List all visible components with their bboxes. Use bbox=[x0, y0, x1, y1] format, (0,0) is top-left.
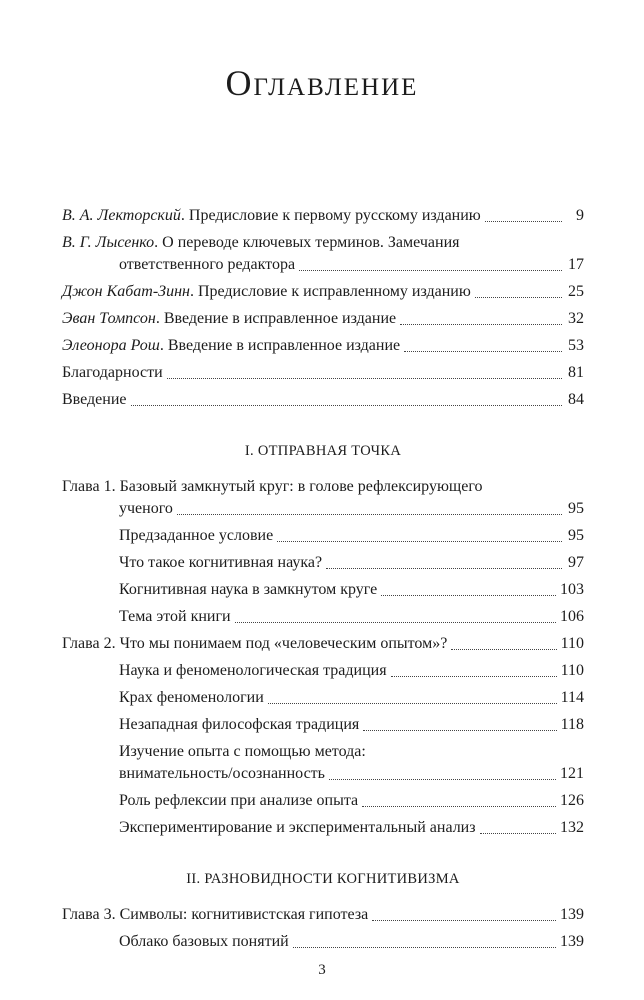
dot-leader bbox=[475, 297, 562, 298]
dot-leader bbox=[362, 806, 556, 807]
toc-entry bbox=[62, 335, 584, 357]
dot-leader bbox=[451, 649, 556, 650]
subsection-entry bbox=[62, 660, 584, 682]
toc-entry bbox=[62, 232, 584, 276]
dot-leader bbox=[293, 947, 556, 948]
subsection-title: Роль рефлексии при анализе опыта bbox=[119, 792, 359, 809]
page-number: 25 bbox=[568, 283, 584, 300]
subsection-entry bbox=[62, 525, 584, 547]
dot-leader bbox=[167, 378, 562, 379]
chapter-title: Глава 3. Символы: когнитивистская гипотеза bbox=[62, 906, 369, 923]
page-number: 103 bbox=[560, 581, 584, 598]
dot-leader bbox=[372, 920, 556, 921]
page-number: 118 bbox=[560, 716, 584, 733]
subsection-title-continued: внимательность/осознанность bbox=[119, 765, 325, 782]
dot-leader bbox=[235, 622, 556, 623]
entry-title: . Введение в исправленное издание bbox=[155, 310, 397, 327]
page-number: 106 bbox=[560, 608, 584, 625]
subsection-title: Изучение опыта с помощью метода: bbox=[119, 743, 366, 760]
entry-author: Элеонора Рош bbox=[62, 337, 160, 354]
dot-leader bbox=[381, 595, 556, 596]
subsection-entry bbox=[62, 687, 584, 709]
entry-title: . Предисловие к первому русскому изданию bbox=[180, 207, 481, 224]
toc-entry bbox=[62, 281, 584, 303]
page-number: 139 bbox=[560, 933, 584, 950]
page-number: 139 bbox=[560, 906, 584, 923]
entry-title: . Введение в исправленное издание bbox=[159, 337, 401, 354]
entry-title: . Предисловие к исправленному изданию bbox=[189, 283, 471, 300]
chapter-title: Глава 1. Базовый замкнутый круг: в голове рефлексирующего bbox=[62, 478, 483, 495]
chapter-entry bbox=[62, 633, 584, 655]
subsection-title: Что такое когнитивная наука? bbox=[119, 554, 323, 571]
toc-entry bbox=[62, 205, 584, 227]
page-number: 95 bbox=[568, 500, 584, 517]
page-number: 81 bbox=[568, 364, 584, 381]
subsection-entry bbox=[62, 552, 584, 574]
subsection-entry bbox=[62, 931, 584, 953]
subsection-entry bbox=[62, 741, 584, 785]
dot-leader bbox=[326, 568, 562, 569]
dot-leader bbox=[329, 779, 556, 780]
part-heading: I. ОТПРАВНАЯ ТОЧКА bbox=[244, 443, 402, 459]
chapter-title-continued: ученого bbox=[119, 500, 173, 517]
toc-entry bbox=[62, 362, 584, 384]
page-title: Оглавление bbox=[225, 63, 419, 103]
dot-leader bbox=[400, 324, 562, 325]
page-number: 121 bbox=[560, 765, 584, 782]
page-number: 132 bbox=[560, 819, 584, 836]
entry-title: Благодарности bbox=[62, 364, 163, 381]
entry-author: В. Г. Лысенко bbox=[62, 234, 155, 251]
subsection-entry bbox=[62, 714, 584, 736]
subsection-title: Когнитивная наука в замкнутом круге bbox=[119, 581, 378, 598]
dot-leader bbox=[131, 405, 563, 406]
page-number: 53 bbox=[568, 337, 584, 354]
dot-leader bbox=[177, 514, 562, 515]
dot-leader bbox=[363, 730, 556, 731]
page-folio: 3 bbox=[318, 962, 326, 978]
entry-author: Джон Кабат-Зинн bbox=[62, 283, 190, 300]
dot-leader bbox=[299, 270, 562, 271]
subsection-title: Предзаданное условие bbox=[119, 527, 274, 544]
subsection-title: Незападная философская традиция bbox=[119, 716, 360, 733]
page-number: 84 bbox=[568, 391, 584, 408]
entry-title-continued: ответственного редактора bbox=[119, 256, 296, 273]
subsection-title: Облако базовых понятий bbox=[119, 933, 289, 950]
subsection-entry bbox=[62, 817, 584, 839]
dot-leader bbox=[485, 221, 562, 222]
dot-leader bbox=[268, 703, 557, 704]
part-heading: II. РАЗНОВИДНОСТИ КОГНИТИВИЗМА bbox=[186, 871, 460, 887]
subsection-title: Крах феноменологии bbox=[119, 689, 264, 706]
subsection-entry bbox=[62, 790, 584, 812]
toc-entry bbox=[62, 308, 584, 330]
entry-title: . О переводе ключевых терминов. Замечания bbox=[154, 234, 460, 251]
page-number: 110 bbox=[560, 662, 584, 679]
subsection-entry bbox=[62, 606, 584, 628]
chapter-entry bbox=[62, 476, 584, 520]
subsection-title: Экспериментирование и экспериментальный анализ bbox=[119, 819, 476, 836]
chapter-title: Глава 2. Что мы понимаем под «человеческим опытом»? bbox=[62, 635, 448, 652]
dot-leader bbox=[404, 351, 562, 352]
page-number: 32 bbox=[568, 310, 584, 327]
page-number: 9 bbox=[576, 207, 584, 224]
dot-leader bbox=[277, 541, 562, 542]
page-number: 95 bbox=[568, 527, 584, 544]
subsection-title: Тема этой книги bbox=[119, 608, 231, 625]
dot-leader bbox=[391, 676, 557, 677]
subsection-title: Наука и феноменологическая традиция bbox=[119, 662, 387, 679]
table-of-contents bbox=[62, 205, 584, 953]
entry-author: В. А. Лекторский bbox=[62, 207, 181, 224]
subsection-entry bbox=[62, 579, 584, 601]
page-number: 110 bbox=[560, 635, 584, 652]
chapter-entry bbox=[62, 904, 584, 926]
entry-author: Эван Томпсон bbox=[62, 310, 156, 327]
toc-entry bbox=[62, 389, 584, 411]
page-number: 114 bbox=[560, 689, 584, 706]
entry-title: Введение bbox=[62, 391, 127, 408]
page-number: 97 bbox=[568, 554, 584, 571]
page-number: 17 bbox=[568, 256, 584, 273]
page-number: 126 bbox=[560, 792, 584, 809]
dot-leader bbox=[480, 833, 556, 834]
